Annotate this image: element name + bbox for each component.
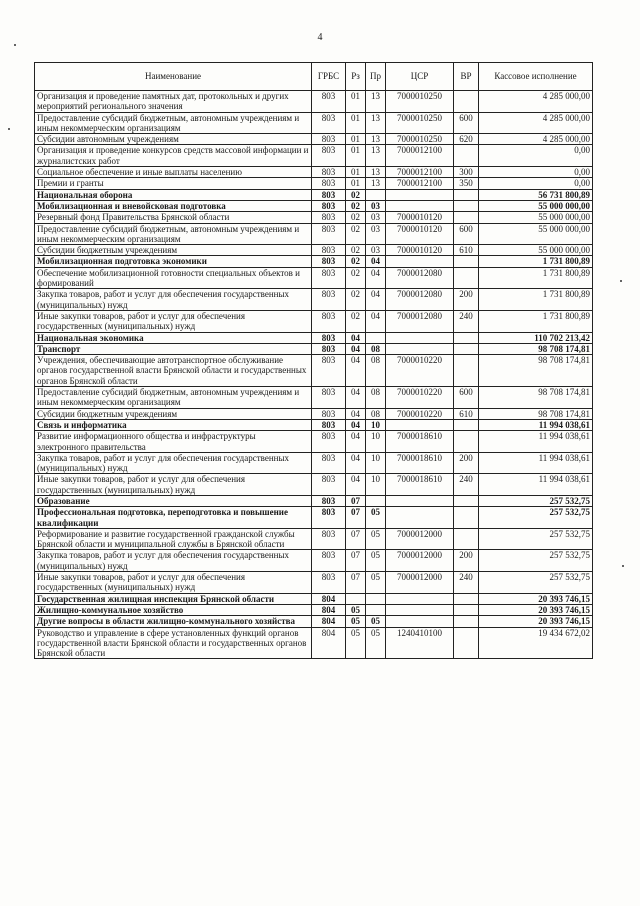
row-amount: 19 434 672,02 [479,627,593,659]
row-rz: 02 [346,289,366,311]
row-pr: 13 [366,112,386,134]
row-csr: 7000018610 [386,431,454,453]
row-rz [346,593,366,604]
row-name: Предоставление субсидий бюджетным, автономным учреждениям и иным некоммерческим организациям [35,112,312,134]
row-csr: 7000018610 [386,452,454,474]
row-pr: 13 [366,134,386,145]
row-csr: 1240410100 [386,627,454,659]
row-pr: 08 [366,355,386,387]
row-vr [454,616,479,627]
row-csr: 7000012080 [386,310,454,332]
row-csr [386,419,454,430]
row-rz: 04 [346,332,366,343]
row-amount: 20 393 746,15 [479,604,593,615]
row-grbs: 803 [312,452,346,474]
row-rz: 04 [346,343,366,354]
row-vr [454,355,479,387]
row-name: Резервный фонд Правительства Брянской области [35,212,312,223]
row-vr: 600 [454,223,479,245]
row-pr: 13 [366,178,386,189]
row-amount: 257 532,75 [479,507,593,529]
row-vr: 610 [454,408,479,419]
row-amount: 98 708 174,81 [479,408,593,419]
row-rz: 04 [346,452,366,474]
row-pr: 03 [366,245,386,256]
row-pr: 03 [366,212,386,223]
row-rz: 02 [346,200,366,211]
row-pr: 05 [366,616,386,627]
row-csr: 7000012000 [386,528,454,550]
row-rz: 05 [346,604,366,615]
row-vr: 620 [454,134,479,145]
table-row [35,145,593,167]
row-rz: 01 [346,145,366,167]
row-rz: 02 [346,223,366,245]
table-row [35,200,593,211]
row-pr: 08 [366,408,386,419]
table-row [35,572,593,594]
row-csr: 7000012080 [386,289,454,311]
header-amount: Кассовое исполнение [479,63,593,91]
row-rz: 01 [346,178,366,189]
row-amount: 0,00 [479,145,593,167]
table-row [35,452,593,474]
row-amount: 11 994 038,61 [479,419,593,430]
row-csr: 7000012100 [386,167,454,178]
row-pr: 04 [366,289,386,311]
row-pr: 08 [366,387,386,409]
row-amount: 98 708 174,81 [479,343,593,354]
row-rz: 02 [346,189,366,200]
row-grbs: 804 [312,627,346,659]
table-row [35,267,593,289]
row-csr: 7000018610 [386,474,454,496]
row-amount: 55 000 000,00 [479,245,593,256]
row-name: Иные закупки товаров, работ и услуг для обеспечения государственных (муниципальных) нужд [35,474,312,496]
row-name: Транспорт [35,343,312,354]
row-name: Социальное обеспечение и иные выплаты населению [35,167,312,178]
row-csr [386,593,454,604]
row-pr: 10 [366,419,386,430]
row-vr: 200 [454,550,479,572]
row-pr: 05 [366,507,386,529]
row-vr [454,528,479,550]
row-name: Закупка товаров, работ и услуг для обеспечения государственных (муниципальных) нужд [35,289,312,311]
budget-execution-table [34,62,593,659]
row-vr: 300 [454,167,479,178]
row-pr: 05 [366,572,386,594]
row-rz: 04 [346,419,366,430]
row-csr [386,604,454,615]
table-row [35,550,593,572]
row-vr [454,507,479,529]
row-amount: 98 708 174,81 [479,355,593,387]
row-rz: 07 [346,550,366,572]
row-grbs: 803 [312,212,346,223]
row-grbs: 803 [312,200,346,211]
table-row [35,212,593,223]
row-vr: 610 [454,245,479,256]
table-row [35,245,593,256]
row-grbs: 804 [312,593,346,604]
table-row [35,289,593,311]
row-amount: 257 532,75 [479,550,593,572]
row-pr: 13 [366,167,386,178]
row-csr: 7000010250 [386,134,454,145]
row-vr: 240 [454,310,479,332]
row-grbs: 803 [312,267,346,289]
row-csr [386,616,454,627]
row-vr: 600 [454,387,479,409]
row-amount: 20 393 746,15 [479,593,593,604]
page-number: 4 [317,32,323,43]
row-vr [454,593,479,604]
row-name: Другие вопросы в области жилищно-коммунального хозяйства [35,616,312,627]
row-rz: 04 [346,408,366,419]
header-name: Наименование [35,63,312,91]
row-pr [366,495,386,506]
row-csr [386,495,454,506]
row-vr [454,627,479,659]
row-name: Иные закупки товаров, работ и услуг для обеспечения государственных (муниципальных) нужд [35,310,312,332]
row-csr: 7000010220 [386,355,454,387]
row-vr [454,495,479,506]
row-rz: 07 [346,507,366,529]
row-name: Развитие информационного общества и инфраструктуры электронного правительства [35,431,312,453]
row-rz: 05 [346,616,366,627]
row-grbs: 803 [312,145,346,167]
table-row [35,223,593,245]
row-grbs: 803 [312,572,346,594]
row-rz: 01 [346,112,366,134]
row-amount: 56 731 800,89 [479,189,593,200]
header-rz: Рз [346,63,366,91]
row-name: Жилищно-коммунальное хозяйство [35,604,312,615]
scan-speck [8,128,10,130]
row-rz: 02 [346,245,366,256]
row-rz: 07 [346,572,366,594]
table-row [35,528,593,550]
table-row [35,343,593,354]
row-vr: 200 [454,289,479,311]
table-row [35,355,593,387]
row-csr: 7000012100 [386,178,454,189]
row-name: Государственная жилищная инспекция Брянской области [35,593,312,604]
row-name: Обеспечение мобилизационной готовности специальных объектов и формирований [35,267,312,289]
row-name: Предоставление субсидий бюджетным, автономным учреждениям и иным некоммерческим организациям [35,387,312,409]
table-row [35,256,593,267]
table-row [35,431,593,453]
row-amount: 0,00 [479,167,593,178]
row-csr: 7000010250 [386,112,454,134]
row-pr: 04 [366,256,386,267]
row-name: Образование [35,495,312,506]
row-name: Организация и проведение памятных дат, протокольных и других мероприятий регионального значения [35,91,312,113]
table-row [35,332,593,343]
row-amount: 11 994 038,61 [479,452,593,474]
row-grbs: 803 [312,91,346,113]
row-rz: 01 [346,134,366,145]
row-vr: 600 [454,112,479,134]
table-row [35,627,593,659]
row-vr [454,332,479,343]
row-vr [454,431,479,453]
row-name: Субсидии бюджетным учреждениям [35,245,312,256]
row-pr [366,189,386,200]
row-vr: 240 [454,474,479,496]
row-grbs: 803 [312,495,346,506]
row-amount: 1 731 800,89 [479,256,593,267]
row-rz: 01 [346,167,366,178]
table-row [35,112,593,134]
row-name: Национальная оборона [35,189,312,200]
row-pr: 03 [366,200,386,211]
row-grbs: 803 [312,245,346,256]
row-grbs: 803 [312,419,346,430]
row-amount: 20 393 746,15 [479,616,593,627]
row-rz: 01 [346,91,366,113]
row-name: Премии и гранты [35,178,312,189]
table-row [35,189,593,200]
row-csr [386,200,454,211]
row-amount: 4 285 000,00 [479,91,593,113]
row-grbs: 804 [312,616,346,627]
row-amount: 55 000 000,00 [479,223,593,245]
row-csr: 7000010120 [386,223,454,245]
row-name: Руководство и управление в сфере установленных функций органов государственной власти Брянской области и государственных органов Брянской области [35,627,312,659]
row-grbs: 803 [312,355,346,387]
row-grbs: 803 [312,189,346,200]
row-grbs: 803 [312,134,346,145]
row-amount: 55 000 000,00 [479,200,593,211]
row-name: Мобилизационная подготовка экономики [35,256,312,267]
row-csr: 7000010120 [386,245,454,256]
row-name: Мобилизационная и вневойсковая подготовка [35,200,312,211]
row-name: Субсидии автономным учреждениям [35,134,312,145]
row-pr: 05 [366,550,386,572]
row-rz: 04 [346,474,366,496]
table-row [35,604,593,615]
table-row [35,134,593,145]
row-rz: 04 [346,431,366,453]
row-pr: 05 [366,528,386,550]
row-rz: 04 [346,387,366,409]
row-rz: 05 [346,627,366,659]
scan-speck [14,44,16,46]
row-name: Профессиональная подготовка, переподготовка и повышение квалификации [35,507,312,529]
table-header-row [35,63,593,91]
row-grbs: 803 [312,310,346,332]
row-csr [386,256,454,267]
row-pr [366,593,386,604]
row-rz: 07 [346,528,366,550]
table-row [35,408,593,419]
row-rz: 04 [346,355,366,387]
row-vr: 350 [454,178,479,189]
row-amount: 0,00 [479,178,593,189]
scan-speck [622,565,624,567]
row-vr [454,91,479,113]
row-grbs: 803 [312,167,346,178]
row-pr: 10 [366,431,386,453]
row-grbs: 803 [312,528,346,550]
table-row [35,507,593,529]
row-amount: 257 532,75 [479,572,593,594]
row-csr: 7000010250 [386,91,454,113]
row-vr [454,189,479,200]
row-grbs: 803 [312,256,346,267]
row-grbs: 803 [312,387,346,409]
row-name: Иные закупки товаров, работ и услуг для обеспечения государственных (муниципальных) нужд [35,572,312,594]
row-vr [454,200,479,211]
row-grbs: 803 [312,474,346,496]
row-pr: 10 [366,452,386,474]
row-grbs: 803 [312,408,346,419]
row-grbs: 803 [312,223,346,245]
table-row [35,616,593,627]
row-amount: 4 285 000,00 [479,134,593,145]
row-csr: 7000010120 [386,212,454,223]
row-grbs: 803 [312,289,346,311]
header-pr: Пр [366,63,386,91]
header-grbs: ГРБС [312,63,346,91]
row-amount: 98 708 174,81 [479,387,593,409]
row-rz: 02 [346,212,366,223]
row-csr [386,343,454,354]
row-pr: 10 [366,474,386,496]
row-amount: 110 702 213,42 [479,332,593,343]
row-grbs: 803 [312,178,346,189]
row-grbs: 803 [312,507,346,529]
row-grbs: 803 [312,343,346,354]
table-row [35,167,593,178]
row-name: Предоставление субсидий бюджетным, автономным учреждениям и иным некоммерческим организациям [35,223,312,245]
row-pr: 13 [366,145,386,167]
row-vr [454,604,479,615]
table-row [35,91,593,113]
row-pr: 04 [366,310,386,332]
header-csr: ЦСР [386,63,454,91]
row-name: Закупка товаров, работ и услуг для обеспечения государственных (муниципальных) нужд [35,550,312,572]
row-grbs: 803 [312,112,346,134]
row-amount: 257 532,75 [479,495,593,506]
row-amount: 11 994 038,61 [479,431,593,453]
row-name: Национальная экономика [35,332,312,343]
row-csr: 7000012100 [386,145,454,167]
row-name: Закупка товаров, работ и услуг для обеспечения государственных (муниципальных) нужд [35,452,312,474]
table-row [35,495,593,506]
row-amount: 1 731 800,89 [479,289,593,311]
row-csr: 7000010220 [386,408,454,419]
table-row [35,387,593,409]
row-amount: 11 994 038,61 [479,474,593,496]
row-rz: 02 [346,256,366,267]
row-amount: 4 285 000,00 [479,112,593,134]
row-grbs: 803 [312,431,346,453]
row-grbs: 803 [312,332,346,343]
row-name: Организация и проведение конкурсов средств массовой информации и журналистских работ [35,145,312,167]
row-amount: 257 532,75 [479,528,593,550]
row-vr [454,343,479,354]
row-csr: 7000012080 [386,267,454,289]
row-pr: 13 [366,91,386,113]
row-pr: 08 [366,343,386,354]
row-vr [454,212,479,223]
row-name: Субсидии бюджетным учреждениям [35,408,312,419]
row-csr [386,189,454,200]
row-csr [386,507,454,529]
row-vr [454,256,479,267]
scan-speck [620,280,622,282]
row-vr [454,145,479,167]
table-row [35,419,593,430]
row-amount: 1 731 800,89 [479,267,593,289]
table-row [35,310,593,332]
row-pr: 04 [366,267,386,289]
row-pr: 03 [366,223,386,245]
row-vr [454,267,479,289]
row-csr: 7000010220 [386,387,454,409]
row-name: Реформирование и развитие государственной гражданской службы Брянской области и муниципальной службы в Брянской области [35,528,312,550]
row-name: Связь и информатика [35,419,312,430]
row-name: Учреждения, обеспечивающие автотранспортное обслуживание органов государственной власти Брянской области и государственных органов Брянской области [35,355,312,387]
header-vr: ВР [454,63,479,91]
row-csr: 7000012000 [386,572,454,594]
table-row [35,178,593,189]
row-pr [366,604,386,615]
row-vr [454,419,479,430]
row-rz: 02 [346,267,366,289]
row-amount: 1 731 800,89 [479,310,593,332]
row-grbs: 803 [312,550,346,572]
row-vr: 200 [454,452,479,474]
row-pr [366,332,386,343]
row-rz: 07 [346,495,366,506]
row-pr: 05 [366,627,386,659]
row-grbs: 804 [312,604,346,615]
table-row [35,593,593,604]
table-row [35,474,593,496]
row-amount: 55 000 000,00 [479,212,593,223]
row-vr: 240 [454,572,479,594]
row-rz: 02 [346,310,366,332]
row-csr [386,332,454,343]
row-csr: 7000012000 [386,550,454,572]
